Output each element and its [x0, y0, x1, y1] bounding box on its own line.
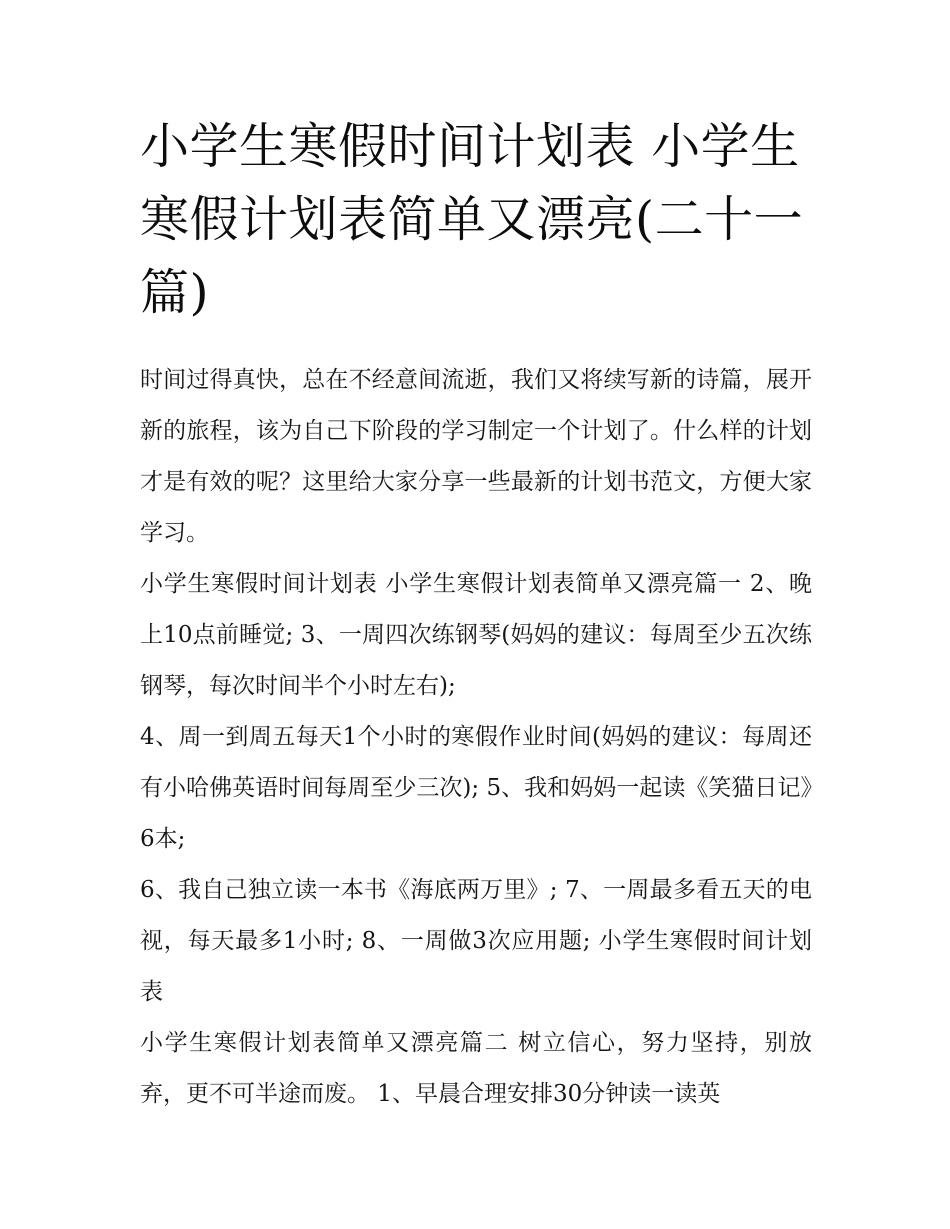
paragraph: 时间过得真快，总在不经意间流逝，我们又将续写新的诗篇，展开新的旅程，该为自己下阶段的学习制定一个计划了。什么样的计划才是有效的呢？这里给大家分享一些最新的计划书范文，方便大家学习。 [140, 367, 812, 546]
paragraph: 6、我自己独立读一本书《海底两万里》; 7、一周最多看五天的电视，每天最多1小时; 8、一周做3次应用题; 小学生寒假时间计划表 [140, 877, 812, 1005]
document-body [140, 355, 812, 1120]
document-title: 小学生寒假时间计划表 小学生寒假计划表简单又漂亮(二十一篇) [140, 118, 804, 321]
document-page [140, 110, 812, 1120]
paragraph: 4、周一到周五每天1个小时的寒假作业时间(妈妈的建议：每周还有小哈佛英语时间每周至少三次); 5、我和妈妈一起读《笑猫日记》6本; [140, 724, 812, 852]
paragraph: 小学生寒假时间计划表 小学生寒假计划表简单又漂亮篇一 2、晚上10点前睡觉; 3、一周四次练钢琴(妈妈的建议：每周至少五次练钢琴，每次时间半个小时左右); [140, 571, 812, 699]
paragraph: 小学生寒假计划表简单又漂亮篇二 树立信心，努力坚持，别放弃，更不可半途而废。 1、早晨合理安排30分钟读一读英 [140, 1030, 812, 1107]
